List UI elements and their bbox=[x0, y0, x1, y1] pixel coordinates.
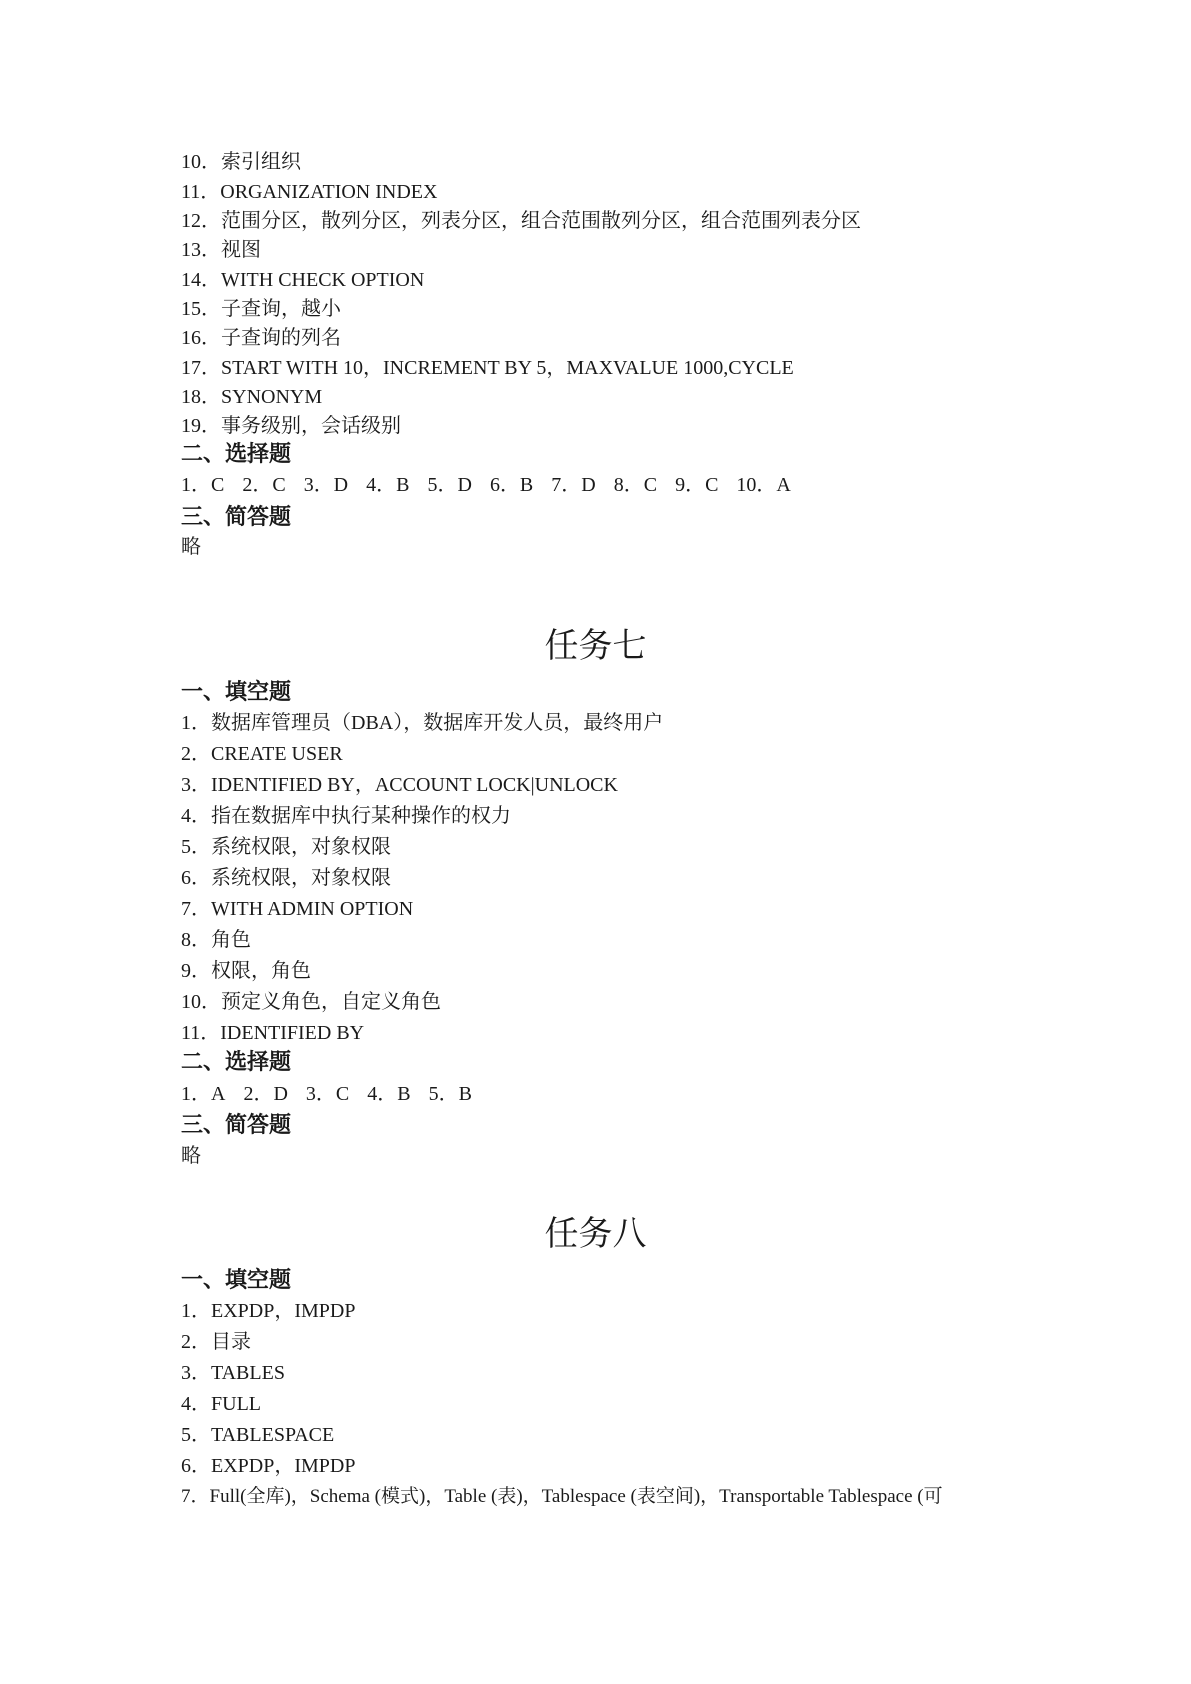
choice-answer: 5．B bbox=[428, 1083, 472, 1105]
fill-item: 10．索引组织 bbox=[181, 151, 301, 173]
fill-item: 6．系统权限，对象权限 bbox=[181, 867, 391, 889]
fill-item: 19．事务级别，会话级别 bbox=[181, 415, 401, 437]
fill-item: 5．系统权限，对象权限 bbox=[181, 836, 391, 858]
choice-answer: 10．A bbox=[736, 474, 791, 496]
short-answer-heading: 三、简答题 bbox=[181, 505, 292, 530]
fill-item: 1．EXPDP，IMPDP bbox=[181, 1300, 356, 1322]
fill-item: 16．子查询的列名 bbox=[181, 327, 341, 349]
fill-heading: 一、填空题 bbox=[181, 1268, 292, 1293]
fill-heading: 一、填空题 bbox=[181, 680, 292, 705]
fill-item: 4．FULL bbox=[181, 1393, 261, 1415]
fill-item: 5．TABLESPACE bbox=[181, 1424, 335, 1446]
choice-answer: 2．D bbox=[243, 1083, 288, 1105]
section-title: 任务八 bbox=[544, 1214, 647, 1254]
fill-item: 13．视图 bbox=[181, 239, 261, 261]
fill-item: 11．IDENTIFIED BY bbox=[181, 1022, 365, 1044]
fill-item: 2．目录 bbox=[181, 1331, 251, 1353]
short-answer-text: 略 bbox=[181, 536, 201, 558]
fill-item: 15．子查询，越小 bbox=[181, 298, 341, 320]
fill-item: 17．START WITH 10，INCREMENT BY 5，MAXVALUE 1000,CYCLE bbox=[181, 357, 794, 379]
fill-item: 9．权限，角色 bbox=[181, 960, 311, 982]
fill-item: 3．IDENTIFIED BY，ACCOUNT LOCK|UNLOCK bbox=[181, 774, 618, 796]
fill-item: 10．预定义角色，自定义角色 bbox=[181, 991, 441, 1013]
choice-heading: 二、选择题 bbox=[181, 1050, 292, 1075]
choice-answer: 1．A bbox=[181, 1083, 226, 1105]
choice-answer: 8．C bbox=[613, 474, 658, 496]
short-answer-text: 略 bbox=[181, 1145, 201, 1167]
choice-answer: 6．B bbox=[489, 474, 534, 496]
choice-heading: 二、选择题 bbox=[181, 442, 292, 467]
choice-answer: 4．B bbox=[367, 1083, 411, 1105]
fill-item: 7．WITH ADMIN OPTION bbox=[181, 898, 414, 920]
choice-answer: 7．D bbox=[551, 474, 596, 496]
fill-item: 4．指在数据库中执行某种操作的权力 bbox=[181, 805, 511, 827]
choice-answers-row bbox=[181, 1080, 472, 1108]
short-answer-heading: 三、简答题 bbox=[181, 1113, 292, 1138]
choice-answer: 5．D bbox=[427, 474, 472, 496]
fill-item: 6．EXPDP，IMPDP bbox=[181, 1455, 356, 1477]
fill-item: 3．TABLES bbox=[181, 1362, 285, 1384]
choice-answer: 3．D bbox=[303, 474, 349, 496]
fill-item: 14．WITH CHECK OPTION bbox=[181, 269, 425, 291]
fill-item: 18．SYNONYM bbox=[181, 386, 323, 408]
fill-item: 8．角色 bbox=[181, 929, 251, 951]
choice-answer: 2．C bbox=[242, 474, 286, 496]
choice-answer: 4．B bbox=[366, 474, 410, 496]
choice-answer: 9．C bbox=[675, 474, 719, 496]
fill-item: 2．CREATE USER bbox=[181, 743, 343, 765]
choice-answers-row bbox=[181, 471, 791, 499]
fill-item: 11．ORGANIZATION INDEX bbox=[181, 181, 438, 203]
fill-item: 12．范围分区，散列分区，列表分区，组合范围散列分区，组合范围列表分区 bbox=[181, 210, 861, 232]
section-title: 任务七 bbox=[544, 626, 647, 666]
choice-answer: 1．C bbox=[181, 474, 225, 496]
fill-item: 7．Full(全库)，Schema (模式)，Table (表)，Tablespace (表空间)，Transportable Tablespace (可 bbox=[181, 1486, 943, 1507]
fill-item: 1．数据库管理员（DBA），数据库开发人员，最终用户 bbox=[181, 712, 664, 734]
choice-answer: 3．C bbox=[305, 1083, 350, 1105]
